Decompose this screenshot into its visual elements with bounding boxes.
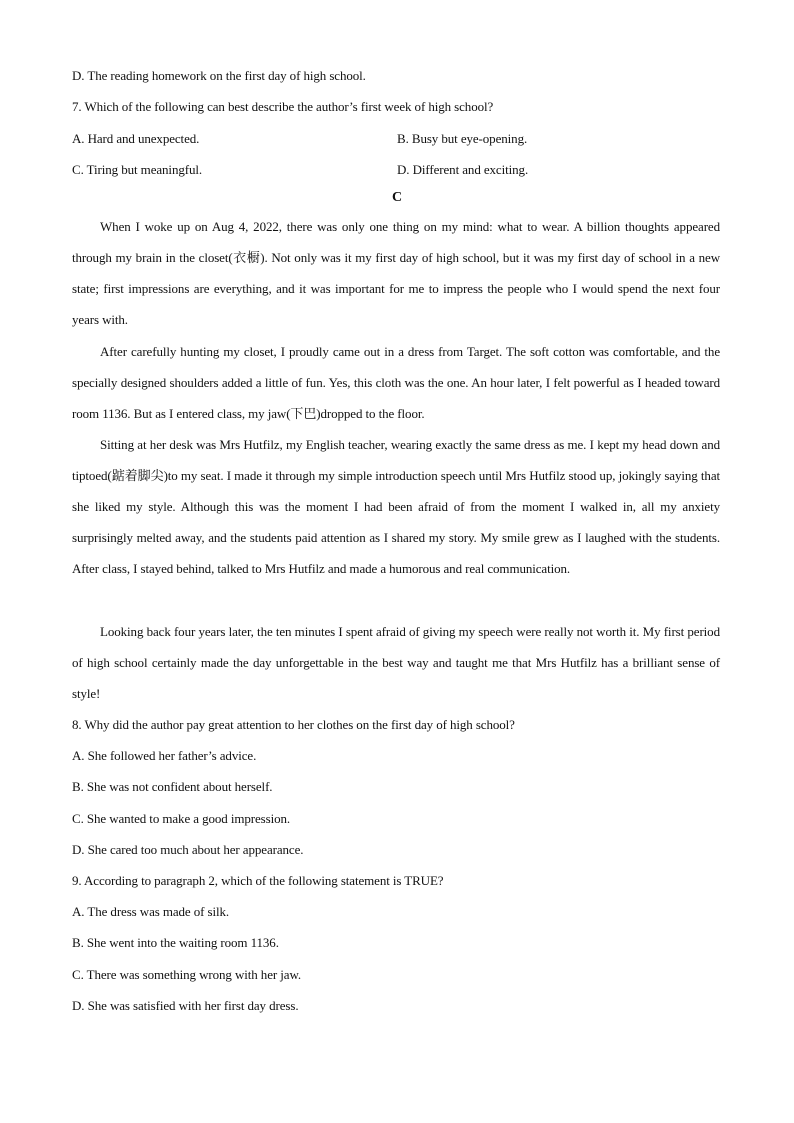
section-heading: C — [391, 190, 403, 205]
q7-option-b: B. Busy but eye-opening. — [397, 131, 528, 146]
q8-option-b: B. She was not confident about herself. — [72, 779, 273, 794]
passage-paragraph-4: Looking back four years later, the ten minutes I spent afraid of giving my speech were really not worth it. My first period of high school certainly made the day unforgettable in the best way and taught me that Mrs Hutfilz has a brilliant sense of style! — [72, 624, 720, 701]
q8-stem: 8. Why did the author pay great attention to her clothes on the first day of high school? — [72, 717, 515, 732]
passage-paragraph-1: When I woke up on Aug 4, 2022, there was only one thing on my mind: what to wear. A billion thoughts appeared through my brain in the closet(衣橱). Not only was it my first day of high school, but it was my first day of school in a new state; first impressions are everything, and it was important for me to impress the people who I would spend the next four years with. — [72, 219, 720, 327]
q8-option-a: A. She followed her father’s advice. — [72, 748, 257, 763]
q7-option-c: C. Tiring but meaningful. — [72, 162, 203, 177]
q9-option-c: C. There was something wrong with her jaw. — [72, 967, 302, 982]
q9-option-b: B. She went into the waiting room 1136. — [72, 935, 279, 950]
q8-option-c: C. She wanted to make a good impression. — [72, 811, 291, 826]
q7-stem: 7. Which of the following can best describe the author’s first week of high school? — [72, 99, 494, 114]
q6-option-d: D. The reading homework on the first day of high school. — [72, 68, 366, 83]
q9-stem: 9. According to paragraph 2, which of the following statement is TRUE? — [72, 873, 444, 888]
q7-option-a: A. Hard and unexpected. — [72, 131, 200, 146]
q9-option-d: D. She was satisfied with her first day dress. — [72, 998, 299, 1013]
q9-option-a: A. The dress was made of silk. — [72, 904, 230, 919]
q7-option-d: D. Different and exciting. — [397, 162, 529, 177]
q8-option-d: D. She cared too much about her appearance. — [72, 842, 304, 857]
passage-paragraph-3: Sitting at her desk was Mrs Hutfilz, my English teacher, wearing exactly the same dress as me. I kept my head down and tiptoed(踮着脚尖)to my seat. I made it through my simple introduction speech until Mrs Hutfilz stood up, jokingly saying that she liked my style. Although this was the moment I had been afraid of from the moment I walked in, all my anxiety surprisingly melted away, and the students paid attention as I shared my story. My smile grew as I laughed with the students. After class, I stayed behind, talked to Mrs Hutfilz and made a humorous and real communication. — [72, 437, 720, 576]
passage-paragraph-2: After carefully hunting my closet, I proudly came out in a dress from Target. The soft cotton was comfortable, and the specially designed shoulders added a little of fun. Yes, this cloth was the one. An hour later, I felt powerful as I headed toward room 1136. But as I entered class, my jaw(下巴)dropped to the floor. — [72, 344, 720, 421]
